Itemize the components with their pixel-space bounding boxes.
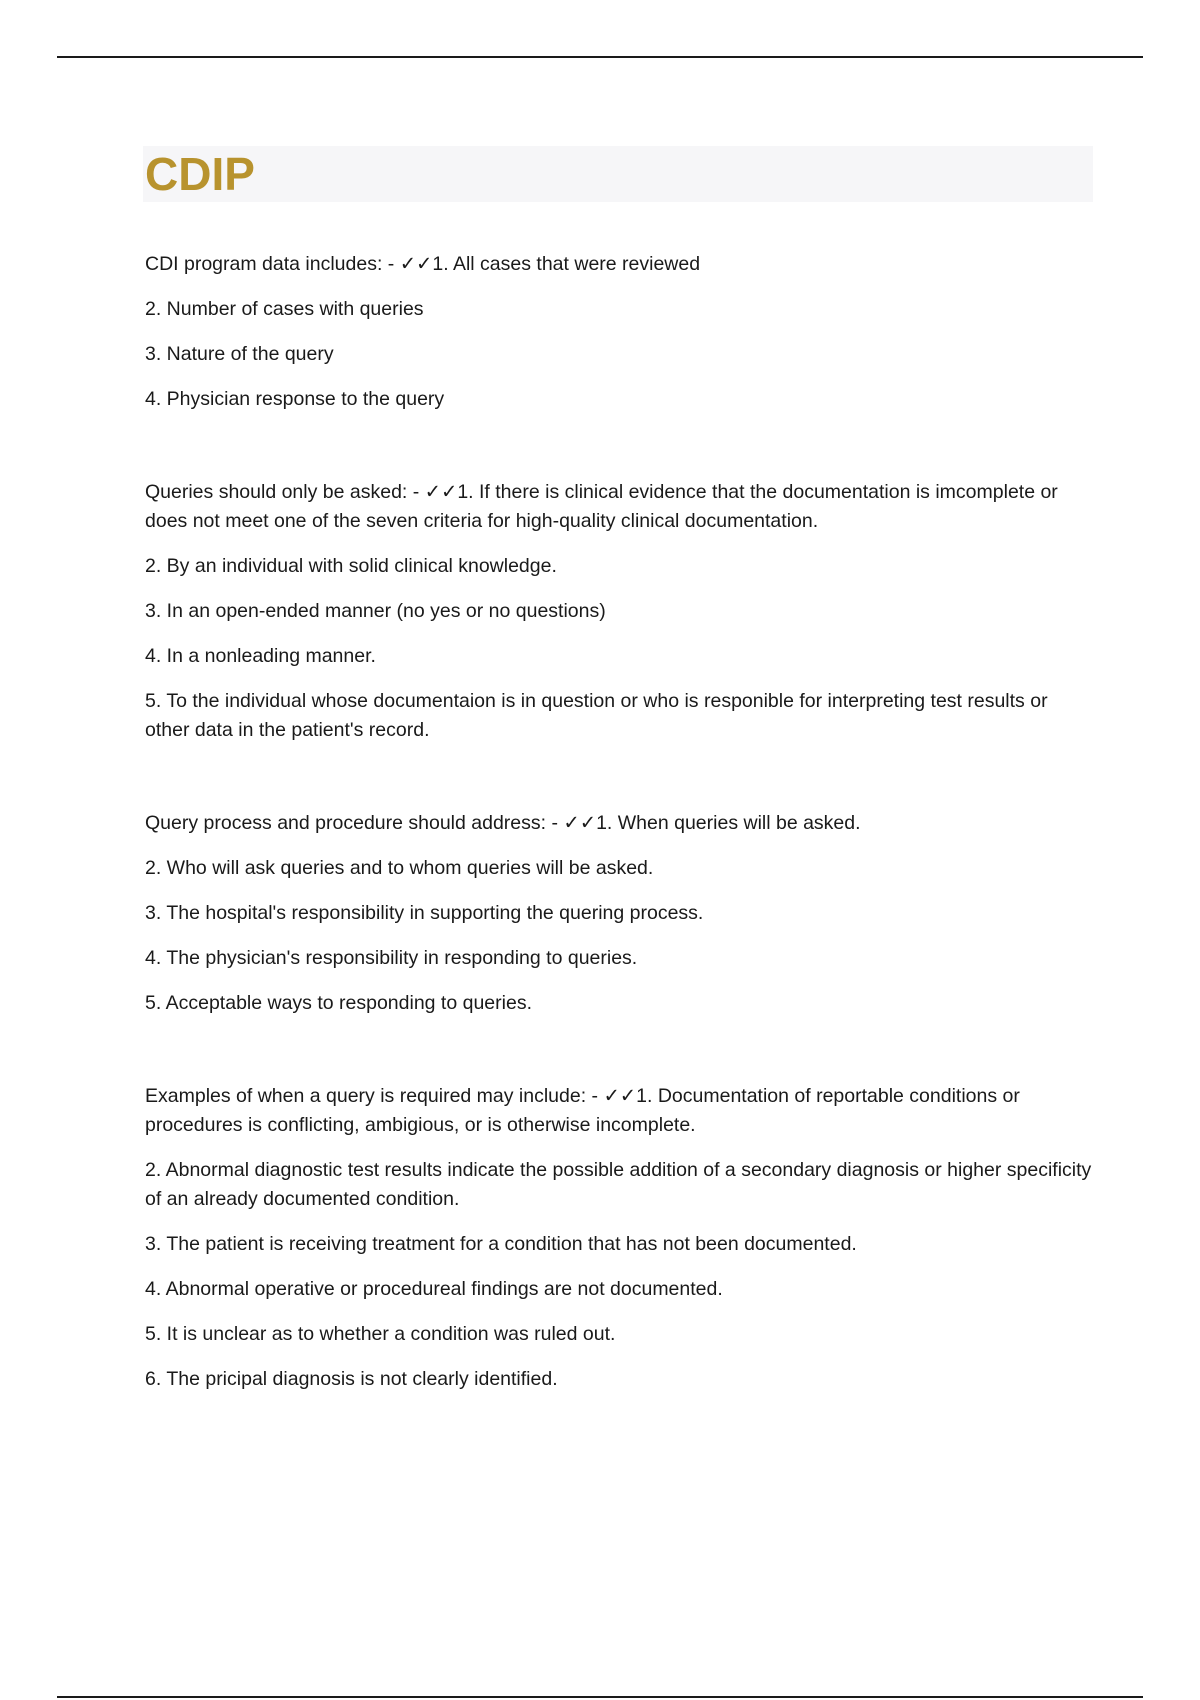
qa-section [145, 809, 1095, 1018]
answer-item: 2. Who will ask queries and to whom queries will be asked. [145, 857, 654, 879]
footer-rule [57, 1696, 1143, 1698]
document-body [145, 250, 1095, 1458]
answer-item: 2. By an individual with solid clinical knowledge. [145, 555, 557, 577]
question-text: Query process and procedure should address: - ✓✓1. When queries will be asked. [145, 812, 861, 834]
qa-section [145, 1082, 1095, 1394]
answer-item: 4. The physician's responsibility in responding to queries. [145, 947, 638, 969]
answer-item: 6. The pricipal diagnosis is not clearly identified. [145, 1368, 558, 1390]
question-text: Examples of when a query is required may include: - ✓✓1. Documentation of reportable conditions or procedures is conflicting, ambigious, or is otherwise incomplete. [145, 1085, 1020, 1136]
header-rule [57, 56, 1143, 58]
answer-item: 2. Abnormal diagnostic test results indicate the possible addition of a secondary diagnosis or higher specificity of an already documented condition. [145, 1159, 1092, 1210]
answer-item: 5. It is unclear as to whether a condition was ruled out. [145, 1323, 616, 1345]
answer-item: 3. The hospital's responsibility in supporting the quering process. [145, 902, 704, 924]
answer-item: 4. In a nonleading manner. [145, 645, 376, 667]
answer-item: 5. Acceptable ways to responding to queries. [145, 992, 532, 1014]
answer-item: 5. To the individual whose documentaion is in question or who is responible for interpreting test results or other data in the patient's record. [145, 690, 1048, 741]
question-text: Queries should only be asked: - ✓✓1. If there is clinical evidence that the documentation is imcomplete or does not meet one of the seven criteria for high-quality clinical documentation. [145, 481, 1058, 532]
answer-item: 2. Number of cases with queries [145, 298, 424, 320]
answer-item: 3. The patient is receiving treatment for a condition that has not been documented. [145, 1233, 857, 1255]
answer-item: 3. Nature of the query [145, 343, 334, 365]
answer-item: 4. Physician response to the query [145, 388, 445, 410]
question-text: CDI program data includes: - ✓✓1. All cases that were reviewed [145, 253, 701, 275]
title-banner [143, 146, 1093, 202]
qa-section [145, 478, 1095, 745]
answer-item: 3. In an open-ended manner (no yes or no questions) [145, 600, 606, 622]
qa-section [145, 250, 1095, 414]
answer-item: 4. Abnormal operative or procedureal findings are not documented. [145, 1278, 723, 1300]
page-title: CDIP [145, 148, 255, 200]
